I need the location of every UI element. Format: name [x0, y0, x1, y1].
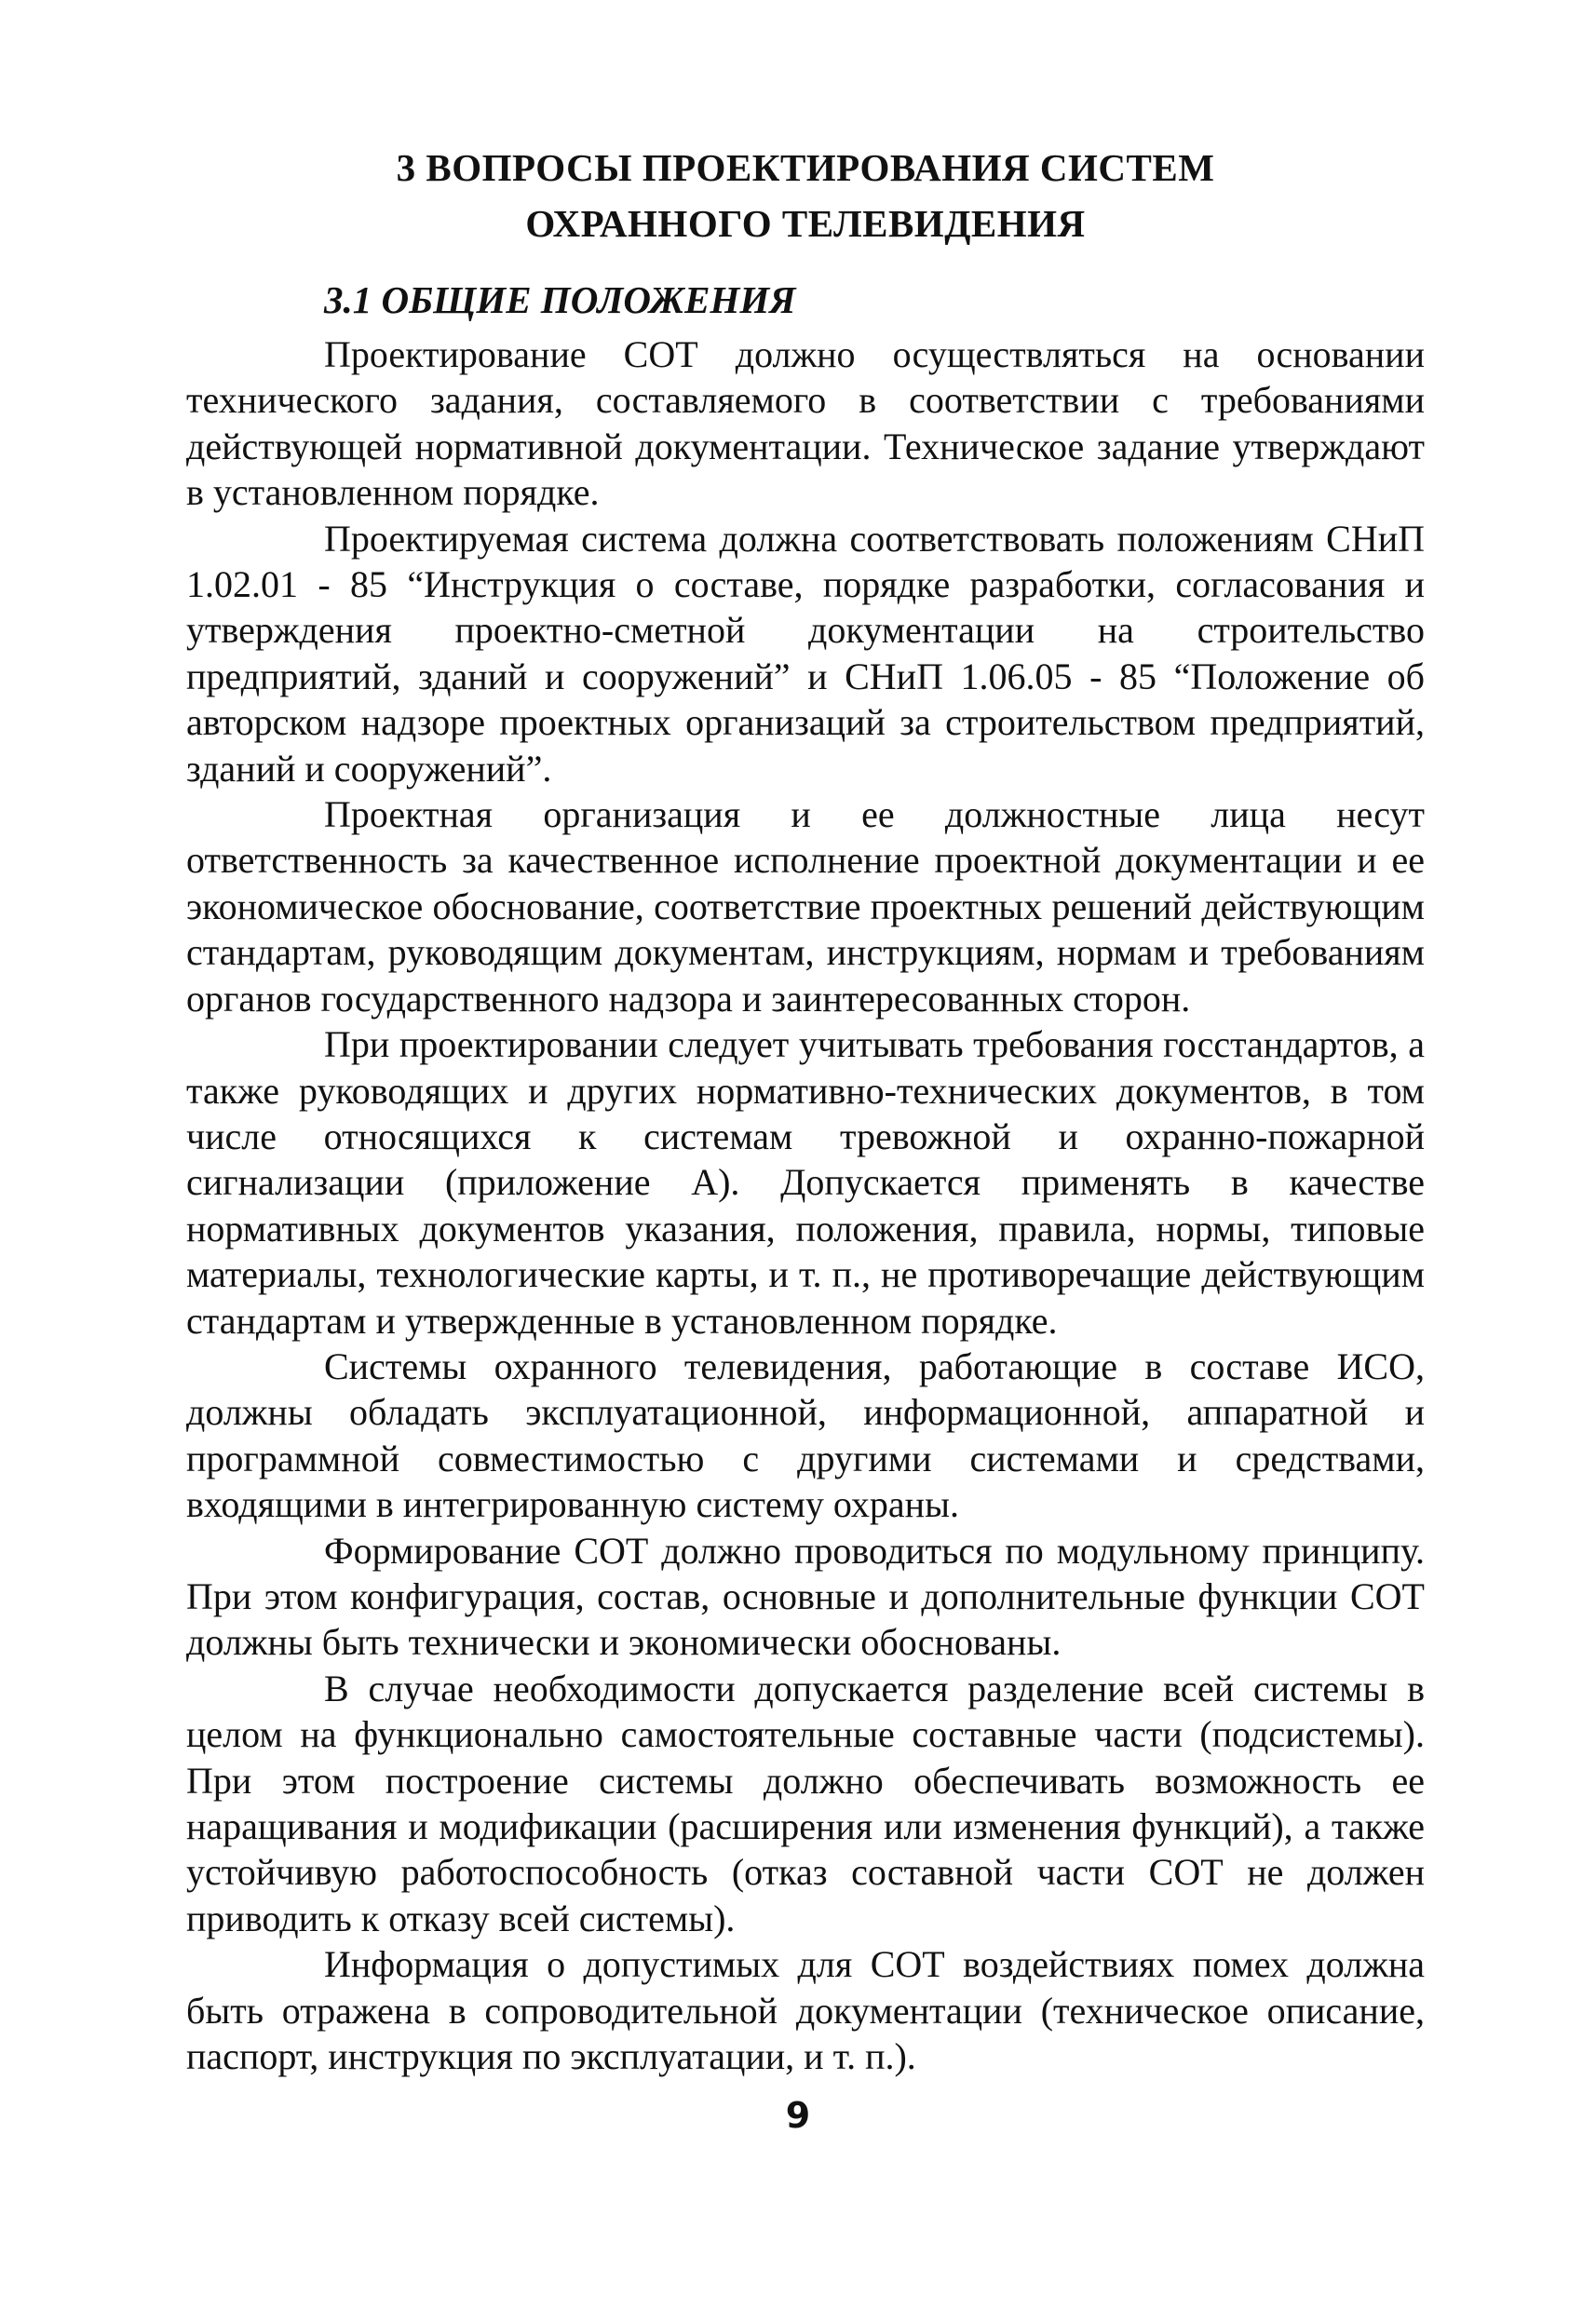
section-heading [186, 140, 1425, 251]
subsection-heading: 3.1 ОБЩИЕ ПОЛОЖЕНИЯ [324, 278, 796, 321]
page-number: 9 [785, 2095, 811, 2136]
section-heading-line-1: 3 ВОПРОСЫ ПРОЕКТИРОВАНИЯ СИСТЕМ [396, 146, 1215, 189]
paragraph-1: Проектирование СОТ должно осуществляться на основании технического задания, составляемого в соответствии с требованиями действующей нормативной документации. Техническое задание утверждают в установленном порядке. [186, 333, 1425, 514]
paragraph-7: В случае необходимости допускается разделение всей системы в целом на функционально самостоятельные составные части (подсистемы). При этом построение системы должно обеспечивать возможность ее наращивания и модификации (расширения или изменения функций), а также устойчивую работоспособность (отказ составной части СОТ не должен приводить к отказу всей системы). [186, 1667, 1425, 1939]
section-heading-line-2: ОХРАННОГО ТЕЛЕВИДЕНИЯ [525, 202, 1086, 245]
body-text [186, 331, 1425, 2079]
paragraph-5: Системы охранного телевидения, работающие в составе ИСО, должны обладать эксплуатационной, информационной, аппаратной и программной совместимостью с другими системами и средствами, входящими в интегрированную систему охраны. [186, 1344, 1425, 1526]
paragraph-8: Информация о допустимых для СОТ воздействиях помех должна быть отражена в сопроводительной документации (техническое описание, паспорт, инструкция по эксплуатации, и т. п.). [186, 1943, 1425, 2078]
paragraph-2: Проектируемая система должна соответствовать положениям СНиП 1.02.01 - 85 “Инструкция о составе, порядке разработки, согласования и утверждения проектно-сметной документации на строительство предприятий, зданий и сооружений” и СНиП 1.06.05 - 85 “Положение об авторском надзоре проектных организаций за строительством предприятий, зданий и сооружений”. [186, 517, 1425, 790]
paragraph-3: Проектная организация и ее должностные лица несут ответственность за качественное исполнение проектной документации и ее экономическое обоснование, соответствие проектных решений действующим стандартам, руководящим документам, инструкциям, нормам и требованиям органов государственного надзора и заинтересованных сторон. [186, 793, 1425, 1020]
paragraph-6: Формирование СОТ должно проводиться по модульному принципу. При этом конфигурация, состав, основные и дополнительные функции СОТ должны быть технически и экономически обоснованы. [186, 1529, 1425, 1664]
paragraph-4: При проектировании следует учитывать требования госстандартов, а также руководящих и других нормативно-технических документов, в том числе относящихся к системам тревожной и охранно-пожарной сигнализации (приложение А). Допускается применять в качестве нормативных документов указания, положения, правила, нормы, типовые материалы, технологические карты, и т. п., не противоречащие действующим стандартам и утвержденные в установленном порядке. [186, 1023, 1425, 1342]
